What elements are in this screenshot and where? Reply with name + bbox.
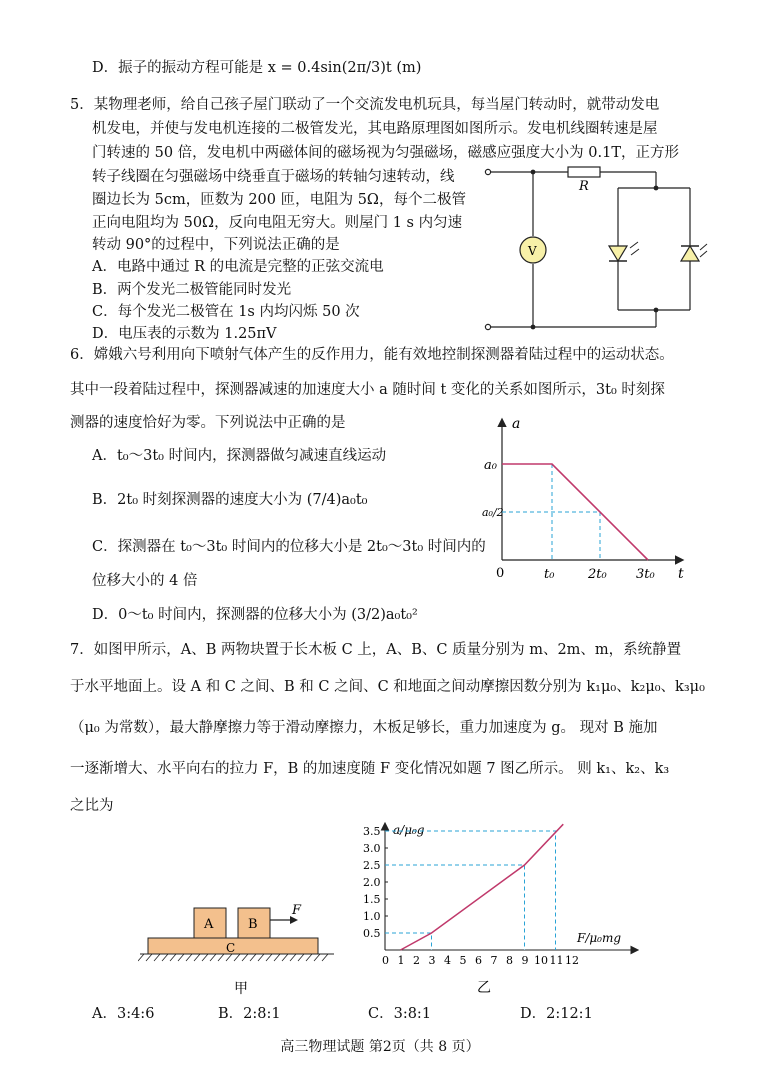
x-axis-label: t (678, 566, 684, 582)
chart-ytick-1.0: 1.0 (363, 910, 381, 923)
xtick-2t0: 2t₀ (588, 567, 607, 582)
q7-line-2: 于水平地面上。设 A 和 C 之间、B 和 C 之间、C 和地面之间动摩擦因数分别为 k₁μ₀、k₂μ₀、k₃μ₀ (70, 679, 705, 695)
q5-line-3: 门转速的 50 倍，发电机中两磁体间的磁场视为匀强磁场，磁感应强度大小为 0.1T，正方形 (92, 145, 680, 161)
q5-option-d: D．电压表的示数为 1.25πV (92, 326, 277, 342)
q7-figure-jia (138, 898, 338, 998)
chart-ytick-2.5: 2.5 (363, 859, 381, 872)
q7-line-4: 一逐渐增大、水平向右的拉力 F，B 的加速度随 F 变化情况如题 7 图乙所示。 则 k₁、k₂、k₃ (70, 761, 670, 777)
q7-line-1: 7．如图甲所示，A、B 两物块置于长木板 C 上，A、B、C 质量分别为 m、2m、m，系统静置 (70, 642, 682, 658)
q5-line-1: 5．某物理老师，给自己孩子屋门联动了一个交流发电机玩具，每当屋门转动时，就带动发电 (70, 97, 660, 113)
q5-option-c: C．每个发光二极管在 1s 内均闪烁 50 次 (92, 304, 360, 320)
q7-line-3: （μ₀ 为常数），最大静摩擦力等于滑动摩擦力，木板足够长，重力加速度为 g。 现对 B 施加 (70, 720, 658, 736)
chart-ytick-1.5: 1.5 (363, 893, 381, 906)
q7-answer-a: A．3:4:6 (92, 1006, 155, 1022)
chart-xtick-9: 9 (521, 954, 529, 967)
xtick-3t0: 3t₀ (636, 567, 655, 582)
q6-line-1: 6．嫦娥六号利用向下喷射气体产生的反作用力，能有效地控制探测器着陆过程中的运动状态。 (70, 347, 674, 363)
q6-option-b: B．2t₀ 时刻探测器的速度大小为 (7/4)a₀t₀ (92, 492, 368, 508)
chart-xtick-0: 0 (382, 954, 389, 967)
chart-xtick-7: 7 (490, 954, 498, 967)
chart-ytick-3.5: 3.5 (363, 825, 381, 838)
q6-option-c-cont: 位移大小的 4 倍 (92, 573, 198, 589)
q7-answer-c: C．3:8:1 (368, 1006, 432, 1022)
chart-series-line (401, 824, 564, 950)
chart-xtick-10: 10 (534, 954, 548, 967)
led-right-icon (681, 244, 707, 261)
chart-xtick-6: 6 (475, 954, 482, 967)
resistor-label: R (579, 179, 589, 194)
chart-y-label: a/μ₀g (393, 823, 425, 837)
chart-xtick-3: 3 (428, 954, 436, 967)
svg-text:A: A (204, 917, 214, 932)
q6-line-2: 其中一段着陆过程中，探测器减速的加速度大小 a 随时间 t 变化的关系如图所示，3t₀ 时刻探 (70, 382, 665, 398)
q7-line-5: 之比为 (70, 798, 114, 814)
q7-answer-d: D．2:12:1 (520, 1006, 593, 1022)
y-axis-label: a (512, 416, 521, 432)
chart-xtick-1: 1 (397, 954, 405, 967)
chart-guide-line (385, 831, 556, 950)
ytick-a0-half: a₀/2 (482, 506, 504, 519)
q7-answer-b: B．2:8:1 (218, 1006, 281, 1022)
q5-line-4: 转子线圈在匀强磁场中绕垂直于磁场的转轴匀速转动，线 (92, 169, 455, 185)
chart-guide-line (385, 865, 525, 950)
svg-text:F: F (292, 903, 302, 918)
q5-circuit-diagram (478, 160, 708, 335)
svg-text:C: C (226, 941, 236, 955)
chart-xtick-8: 8 (506, 954, 513, 967)
q6-line-3: 测器的速度恰好为零。下列说法中正确的是 (70, 415, 346, 431)
q5-line-7: 转动 90°的过程中，下列说法正确的是 (92, 237, 340, 253)
q6-option-c: C．探测器在 t₀～3t₀ 时间内的位移大小是 2t₀～3t₀ 时间内的 (92, 539, 486, 555)
voltmeter-label: V (528, 244, 537, 258)
resistor-symbol (568, 167, 600, 177)
ytick-a0: a₀ (484, 458, 497, 473)
svg-text:甲: 甲 (234, 981, 248, 997)
q4-option-d: D．振子的振动方程可能是 x = 0.4sin(2π/3)t (m) (92, 60, 422, 76)
q5-line-2: 机发电，并使与发电机连接的二极管发光，其电路原理图如图所示。发电机线圈转速是屋 (92, 121, 658, 137)
chart-xtick-12: 12 (565, 954, 579, 967)
chart-xtick-4: 4 (444, 954, 451, 967)
chart-xtick-2: 2 (413, 954, 420, 967)
q5-line-5: 圈边长为 5cm，匝数为 200 匝，电阻为 5Ω，每个二极管 (92, 192, 466, 208)
chart-x-label: F/μ₀mg (577, 931, 622, 945)
page-footer: 高三物理试题 第2页（共 8 页） (280, 1039, 480, 1055)
q6-acceleration-graph (482, 412, 692, 587)
q5-option-b: B．两个发光二极管能同时发光 (92, 282, 292, 298)
xtick-t0: t₀ (544, 567, 555, 582)
xtick-0: 0 (496, 566, 505, 581)
chart-caption: 乙 (477, 980, 491, 996)
led-left-icon (609, 242, 639, 261)
q6-option-a: A．t₀～3t₀ 时间内，探测器做匀减速直线运动 (92, 448, 387, 464)
chart-ytick-2.0: 2.0 (363, 876, 381, 889)
q6-option-d: D．0～t₀ 时间内，探测器的位移大小为 (3/2)a₀t₀² (92, 607, 418, 623)
chart-ytick-0.5: 0.5 (363, 927, 381, 940)
chart-xtick-11: 11 (549, 954, 564, 967)
q5-option-a: A．电路中通过 R 的电流是完整的正弦交流电 (92, 259, 384, 275)
chart-xtick-5: 5 (459, 954, 467, 967)
q7-chart-yi (355, 820, 645, 1000)
q5-line-6: 正向电阻均为 50Ω，反向电阻无穷大。则屋门 1 s 内匀速 (92, 215, 463, 231)
chart-guide-line (385, 933, 432, 950)
chart-ytick-3.0: 3.0 (363, 842, 381, 855)
svg-text:B: B (248, 917, 258, 932)
